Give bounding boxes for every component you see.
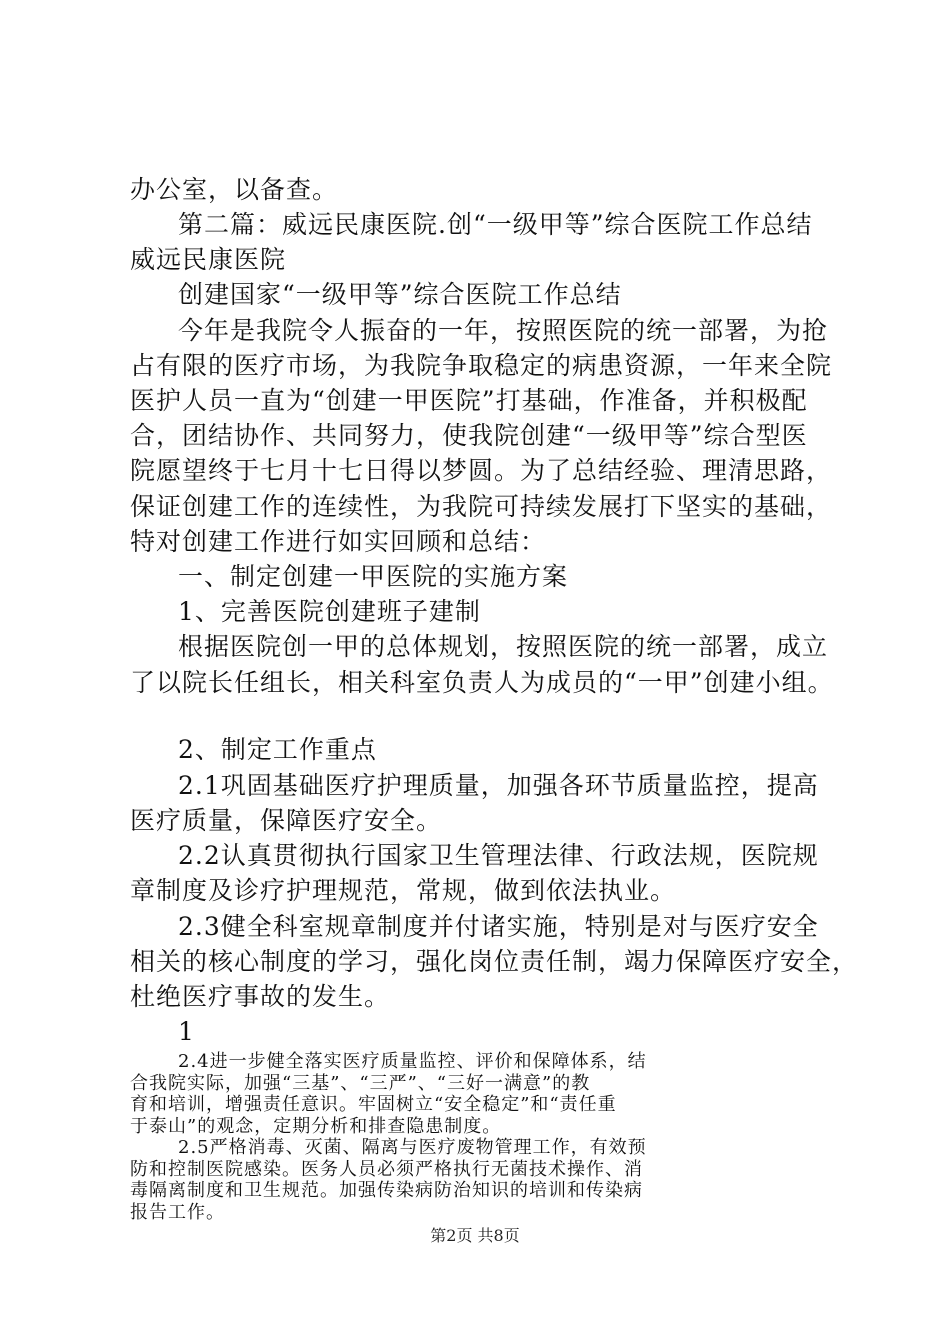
section-heading: 一、制定创建一甲医院的实施方案 [178, 562, 569, 591]
text-line: 于泰山”的观念，定期分析和排查隐患制度。 [130, 1115, 502, 1137]
text-line: 2.4进一步健全落实医疗质量监控、评价和保障体系，结 [178, 1051, 647, 1072]
text-line: 院愿望终于七月十七日得以梦圆。为了总结经验、理清思路， [130, 456, 833, 485]
section-heading: 第二篇：威远民康医院.创“一级甲等”综合医院工作总结 [178, 210, 813, 239]
page-footer: 第2页 共8页 [430, 1226, 520, 1245]
text-line: 威远民康医院 [130, 245, 287, 274]
text-line: 杜绝医疗事故的发生。 [130, 982, 391, 1011]
text-line: 2.3健全科室规章制度并付诸实施，特别是对与医疗安全 [178, 912, 819, 941]
text-line: 章制度及诊疗护理规范，常规，做到依法执业。 [130, 876, 677, 905]
text-line: 医护人员一直为“创建一甲医院”打基础，作准备，并积极配 [130, 386, 808, 415]
text-line: 合，团结协作、共同努力，使我院创建“一级甲等”综合型医 [130, 421, 808, 450]
text-line: 办公室，以备查。 [130, 175, 339, 204]
text-line: 特对创建工作进行如实回顾和总结： [130, 527, 547, 556]
text-line: 了以院长任组长，相关科室负责人为成员的“一甲”创建小组。 [130, 668, 834, 697]
text-line: 毒隔离制度和卫生规范。加强传染病防治知识的培训和传染病 [130, 1180, 643, 1201]
text-line: 育和培训，增强责任意识。牢固树立“安全稳定”和“责任重 [130, 1094, 617, 1115]
text-line: 2.1巩固基础医疗护理质量，加强各环节质量监控，提高 [178, 771, 819, 800]
text-line: 合我院实际，加强“三基”、“三严”、“三好一满意”的教 [130, 1072, 591, 1094]
text-line: 占有限的医疗市场，为我院争取稳定的病患资源，一年来全院 [130, 351, 833, 380]
text-line: 2.2认真贯彻执行国家卫生管理法律、行政法规，医院规 [178, 841, 819, 870]
text-line: 2.5严格消毒、灭菌、隔离与医疗废物管理工作，有效预 [178, 1137, 647, 1158]
page-marker: 1 [178, 1017, 195, 1046]
text-line: 今年是我院令人振奋的一年，按照医院的统一部署，为抢 [178, 316, 829, 345]
text-line: 防和控制医院感染。医务人员必须严格执行无菌技术操作、消 [130, 1158, 643, 1180]
text-line: 创建国家“一级甲等”综合医院工作总结 [178, 280, 622, 309]
text-line: 相关的核心制度的学习，强化岗位责任制，竭力保障医疗安全， [130, 947, 859, 976]
text-line: 保证创建工作的连续性，为我院可持续发展打下坚实的基础， [130, 492, 833, 521]
text-line: 报告工作。 [130, 1201, 225, 1223]
text-line: 医疗质量，保障医疗安全。 [130, 806, 443, 835]
subsection-heading: 2、制定工作重点 [178, 735, 377, 764]
text-line: 根据医院创一甲的总体规划，按照医院的统一部署，成立 [178, 632, 829, 661]
subsection-heading: 1、完善医院创建班子建制 [178, 597, 481, 626]
